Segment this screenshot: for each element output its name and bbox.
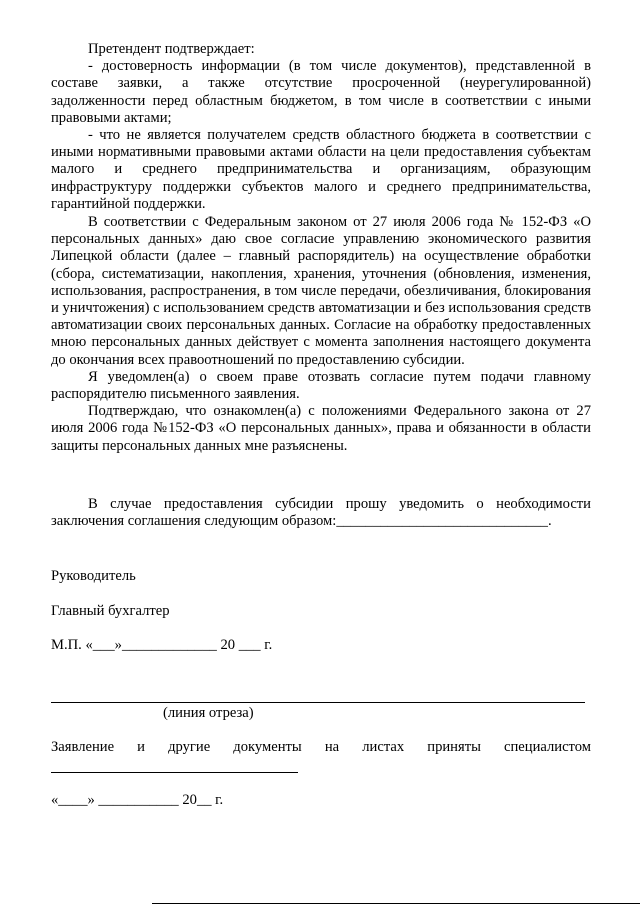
notification-label: В случае предоставления субсидии прошу уведомить о необходимости заключения соглашения следующим образом: — [51, 496, 591, 530]
confirmation-intro: Претендент подтверждает: — [88, 41, 255, 57]
notification-section — [51, 496, 591, 530]
consent-section — [51, 214, 591, 455]
stamp-date-line: М.П. «___»_____________ 20 ___ г. — [51, 637, 273, 653]
cut-line-label: (линия отреза) — [163, 705, 254, 721]
receipt-date-line: «____» ___________ 20__ г. — [51, 792, 224, 808]
specialist-signature-line — [51, 772, 298, 773]
cut-line — [51, 702, 585, 703]
consent-paragraph-2: Я уведомлен(а) о своем праве отозвать согласие путем подачи главному распорядителю письменного заявления. — [51, 368, 591, 403]
consent-paragraph-3: Подтверждаю, что ознакомлен(а) с положениями Федерального закона от 27 июля 2006 года №152-ФЗ «О персональных данных», права и обязанности в области защиты персональных данных мне разъяснены. — [51, 403, 591, 454]
consent-paragraph-1: В соответствии с Федеральным законом от 27 июля 2006 года № 152-ФЗ «О персональных данных» даю свое согласие управлению экономического развития Липецкой области (далее – главный распорядитель) на осуществление обработки (сбора, систематизации, накопления, хранения, уточнения (обновления, изменения, использования, распространения, в том числе передачи, обезличивания, блокирования и уничтожения) с использованием средств автоматизации и без использования средств автоматизации своих персональных данных. Согласие на обработку предоставленных мною персональных данных действует с момента заполнения настоящего документа до окончания всех правоотношений по предоставлению субсидии. — [51, 214, 591, 368]
confirmation-item-2: - что не является получателем средств областного бюджета в соответствии с иными нормативными правовыми актами области на цели предоставления субъектам малого и среднего предпринимательства и организациям, образующим инфраструктуру поддержки субъектов малого и среднего предпринимательства, гарантийной поддержки. — [51, 127, 591, 212]
confirmation-item-1: - достоверность информации (в том числе документов), представленной в составе заявки, а также отсутствие просроченной (неурегулированной) задолженности перед областным бюджетом, в том числе в соответствии с иными правовыми актами; — [51, 58, 591, 126]
footer-rule — [152, 903, 640, 904]
confirmation-section — [51, 41, 591, 213]
notification-blank: _____________________________. — [336, 513, 552, 530]
signature-head: Руководитель — [51, 568, 136, 584]
receipt-text: Заявление и другие документы на листах приняты специалистом — [51, 739, 591, 755]
signature-accountant: Главный бухгалтер — [51, 603, 170, 619]
notification-text — [51, 496, 591, 530]
